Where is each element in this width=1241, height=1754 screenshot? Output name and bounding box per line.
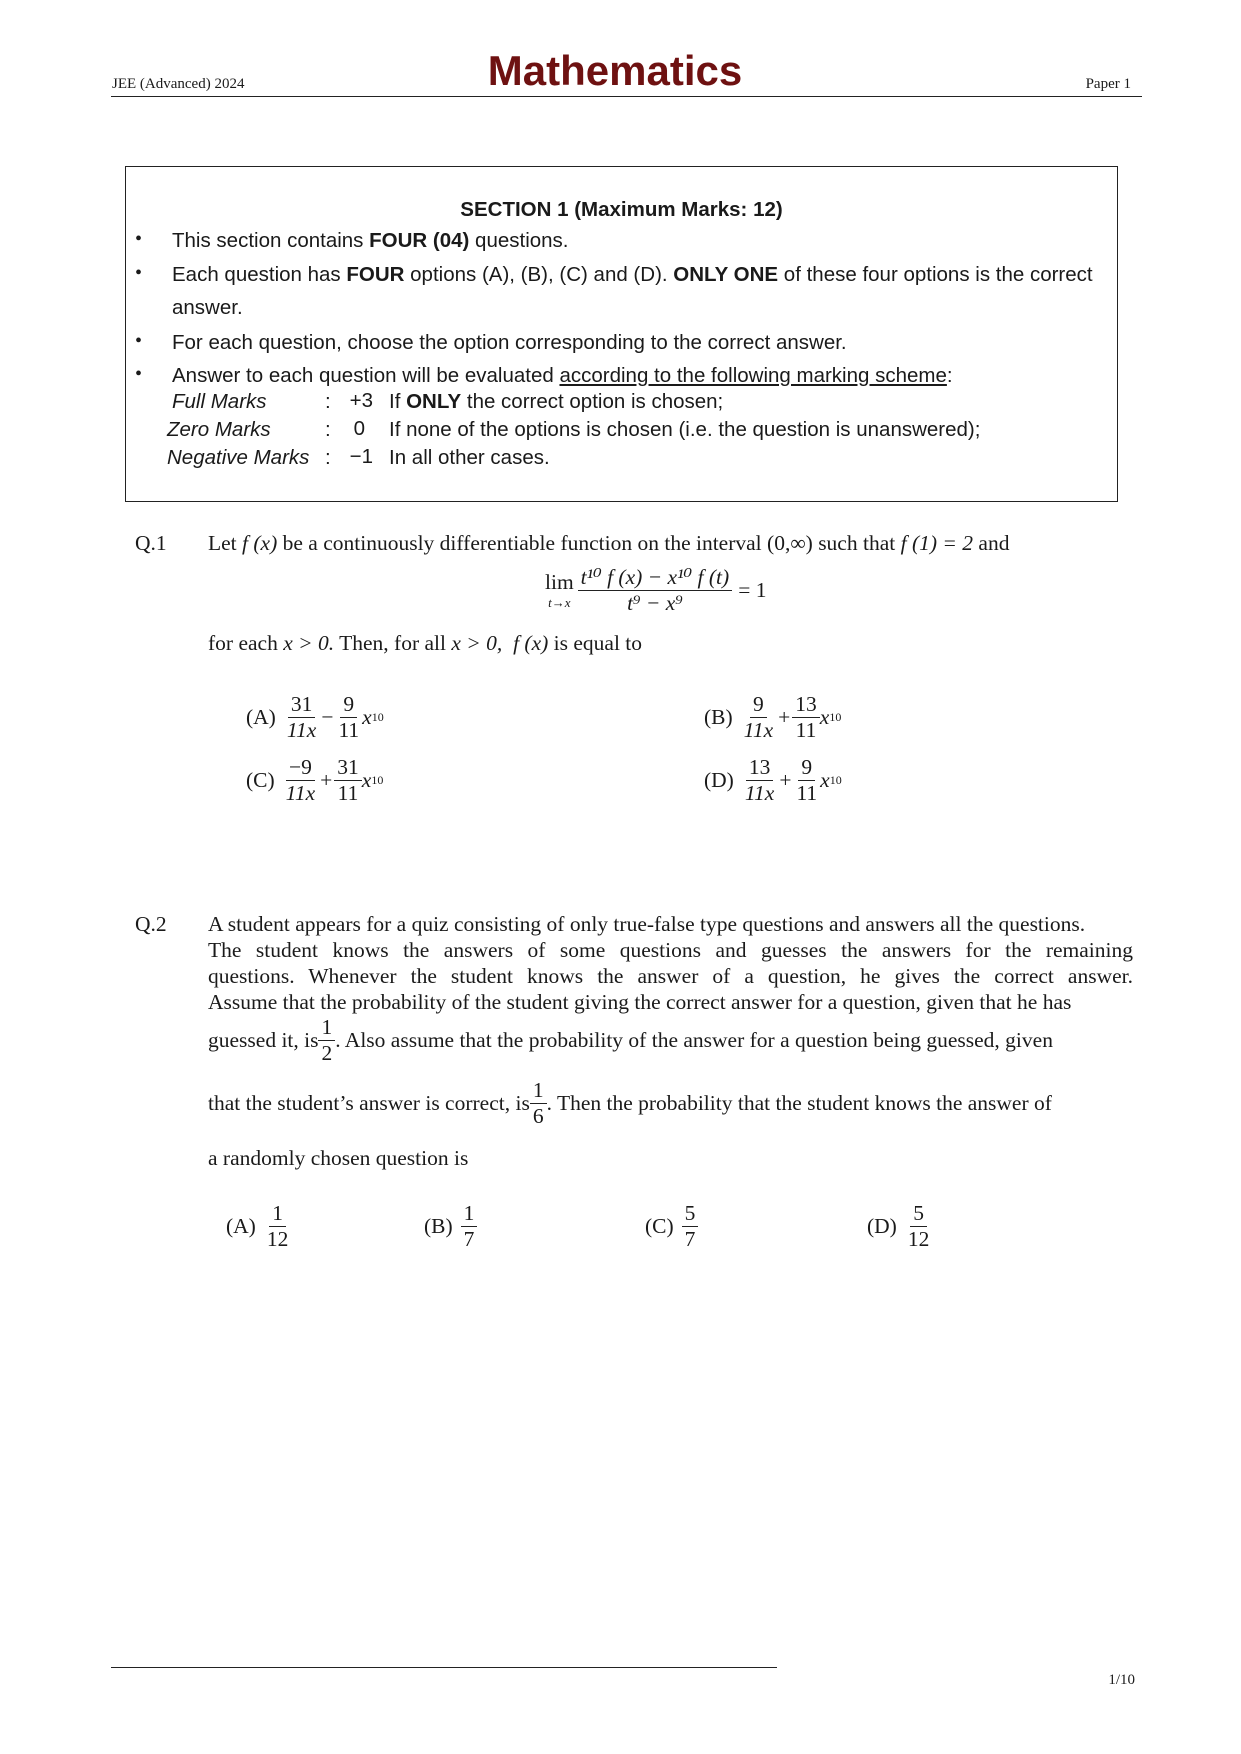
bullet-icon: • xyxy=(135,363,143,385)
marks-rule-negative: In all other cases. xyxy=(389,446,550,469)
q1-option-a[interactable]: (A) $\frac{31}{11x}$ − $\frac{9}{11}$ x 10 xyxy=(246,692,384,742)
marks-rule-full: If ONLY the correct option is chosen; xyxy=(389,390,724,413)
marks-colon: : xyxy=(325,418,331,441)
q2-line-7: a randomly chosen question is xyxy=(208,1146,469,1170)
q2-line-3: questions. Whenever the student knows the answer of a question, he gives the correct answer. xyxy=(208,964,1133,988)
q1-option-b[interactable]: (B) $\frac{9}{11x}$ + $\frac{13}{11}$ x 10 xyxy=(704,692,842,742)
instruction-1: This section contains FOUR (04) questions. xyxy=(172,229,569,252)
q2-line-1: A student appears for a quiz consisting of only true-false type questions and answers all the questions. xyxy=(208,912,1086,936)
marks-name-zero: Zero Marks xyxy=(167,418,271,441)
q2-line-6: that the student’s answer is correct, is $\frac{1}{6}$ . Then the probability that the student knows the answer of xyxy=(208,1078,1052,1128)
marks-rule-zero: If none of the options is chosen (i.e. the question is unanswered); xyxy=(389,418,981,441)
instruction-3: For each question, choose the option corresponding to the correct answer. xyxy=(172,331,847,354)
bullet-icon: • xyxy=(135,228,143,250)
marks-value-zero: 0 xyxy=(353,417,365,440)
q2-option-c[interactable]: (C) $\frac{5}{7}$ xyxy=(645,1202,698,1250)
q2-line-4: Assume that the probability of the student giving the correct answer for a question, given that he has xyxy=(208,990,1072,1014)
marks-colon: : xyxy=(325,446,331,469)
limit-operator: lim xyxy=(545,569,574,594)
q1-line-1: Let f (x) be a continuously differentiable function on the interval (0,∞) such that f (1) = 2 and xyxy=(208,531,1010,555)
instruction-4: Answer to each question will be evaluated according to the following marking scheme: xyxy=(172,364,953,387)
marks-value-negative: −1 xyxy=(349,445,373,468)
marks-value-full: +3 xyxy=(349,389,373,412)
header-rule xyxy=(111,96,1142,97)
q2-option-a[interactable]: (A) $\frac{1}{12}$ xyxy=(226,1201,289,1251)
paper-label: Paper 1 xyxy=(1085,76,1131,92)
marks-name-full: Full Marks xyxy=(172,390,267,413)
bullet-icon: • xyxy=(135,330,143,352)
q2-option-b[interactable]: (B) $\frac{1}{7}$ xyxy=(424,1202,477,1250)
question-number-1: Q.1 xyxy=(135,531,167,555)
footer-rule xyxy=(111,1667,777,1668)
limit-subscript: t→x xyxy=(548,594,571,610)
q1-line-3: for each x > 0. Then, for all x > 0, f (x) is equal to xyxy=(208,631,643,655)
limit-rhs: = 1 xyxy=(738,577,767,602)
limit-numerator: t¹⁰ f (x) − x¹⁰ f (t) xyxy=(578,566,733,591)
q2-option-d[interactable]: (D) $\frac{5}{12}$ xyxy=(867,1201,930,1251)
exam-name: JEE (Advanced) 2024 xyxy=(112,76,245,92)
q2-line-5: guessed it, is $\frac{1}{2}$ . Also assume that the probability of the answer for a question being guessed, given xyxy=(208,1015,1053,1065)
question-number-2: Q.2 xyxy=(135,912,167,936)
q1-limit-expression xyxy=(545,566,766,614)
q2-line-2: The student knows the answers of some questions and guesses the answers for the remaining xyxy=(208,938,1133,962)
instruction-2: Each question has FOUR options (A), (B), (C) and (D). ONLY ONE of these four options is the correct answer. xyxy=(172,263,1093,319)
limit-denominator: t⁹ − x⁹ xyxy=(627,590,683,615)
bullet-icon: • xyxy=(135,262,143,284)
q1-option-c[interactable]: (C) $\frac{-9}{11x}$ + $\frac{31}{11}$ x 10 xyxy=(246,755,384,805)
section-title: SECTION 1 (Maximum Marks: 12) xyxy=(460,198,783,221)
subject-title: Mathematics xyxy=(487,47,743,94)
marks-colon: : xyxy=(325,390,331,413)
page-number: 1/10 xyxy=(1108,1672,1135,1688)
marks-name-negative: Negative Marks xyxy=(167,446,310,469)
q1-option-d[interactable]: (D) $\frac{13}{11x}$ + $\frac{9}{11}$ x 10 xyxy=(704,755,842,805)
